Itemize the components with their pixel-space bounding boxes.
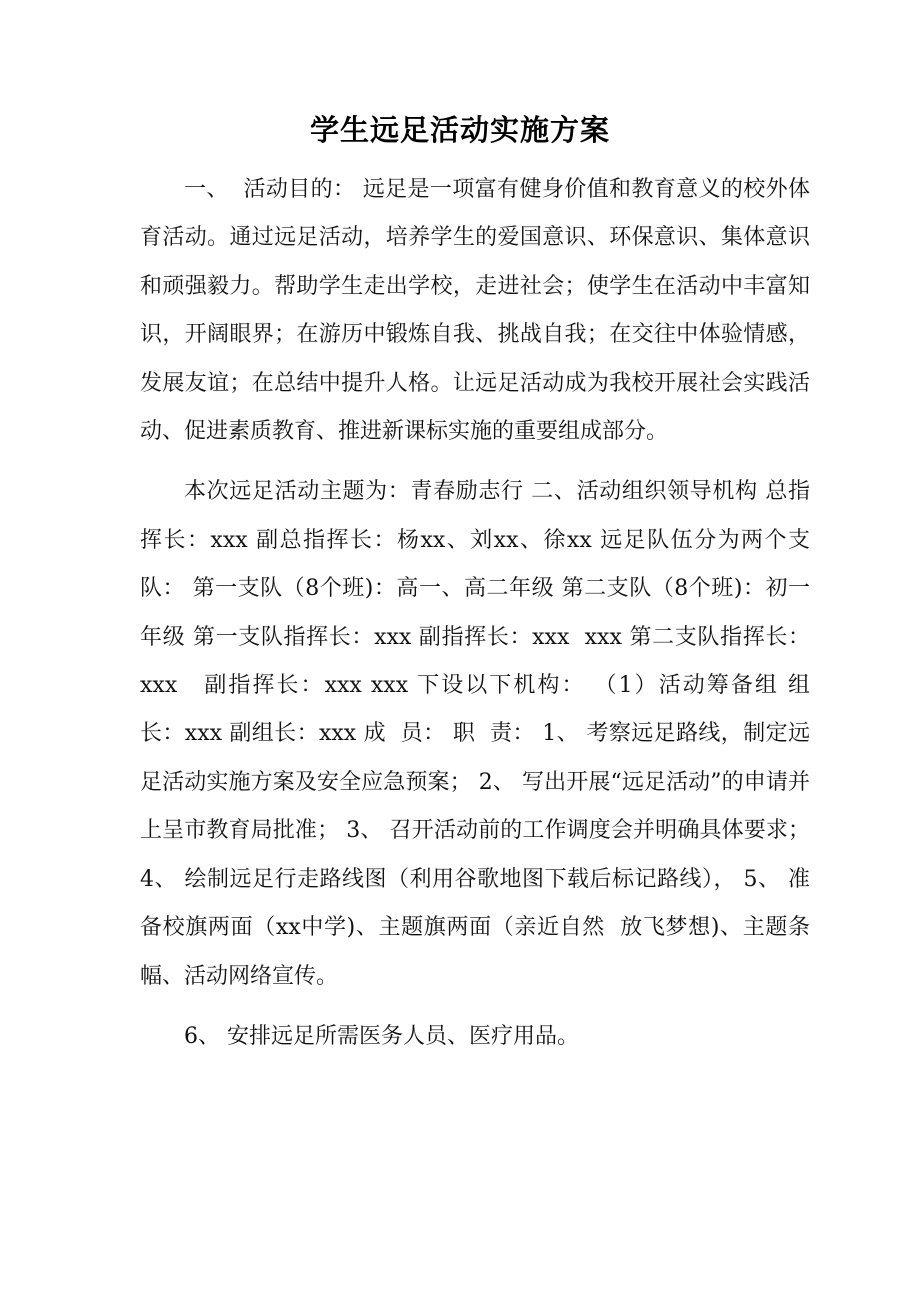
- paragraph-organization: 本次远足活动主题为：青春励志行 二、活动组织领导机构 总指挥长：xxx 副总指挥长：杨xx、刘xx、徐xx 远足队伍分为两个支队： 第一支队（8个班)：高一、高二年级 第二支队（8个班)：初一年级 第一支队指挥长：xxx 副指挥长：xxx xxx 第二支队指挥长：xxx 副指挥长：xxx xxx 下设以下机构： （1）活动筹备组 组 长：xxx 副组长：xxx 成 员： 职 责： 1、 考察远足路线，制定远足活动实施方案及安全应急预案； 2、 写出开展“远足活动”的申请并上呈市教育局批准； 3、 召开活动前的工作调度会并明确具体要求； 4、 绘制远足行走路线图（利用谷歌地图下载后标记路线）， 5、 准备校旗两面（xx中学)、主题旗两面（亲近自然 放飞梦想)、主题条幅、活动网络宣传。: [140, 479, 824, 989]
- paragraph-medical-arrangement: 6、 安排远足所需医务人员、医疗用品。: [184, 1023, 579, 1049]
- paragraph-activity-purpose: 一、 活动目的： 远足是一项富有健身价值和教育意义的校外体育活动。通过远足活动，培养学生的爱国意识、环保意识、集体意识和顽强毅力。帮助学生走出学校，走进社会；使学生在活动中丰富知识，开阔眼界；在游历中锻炼自我、挑战自我；在交往中体验情感，发展友谊；在总结中提升人格。让远足活动成为我校开展社会实践活动、促进素质教育、推进新课标实施的重要组成部分。: [140, 177, 810, 445]
- document-body: [140, 166, 824, 1061]
- document-title: 学生远足活动实施方案: [309, 113, 610, 147]
